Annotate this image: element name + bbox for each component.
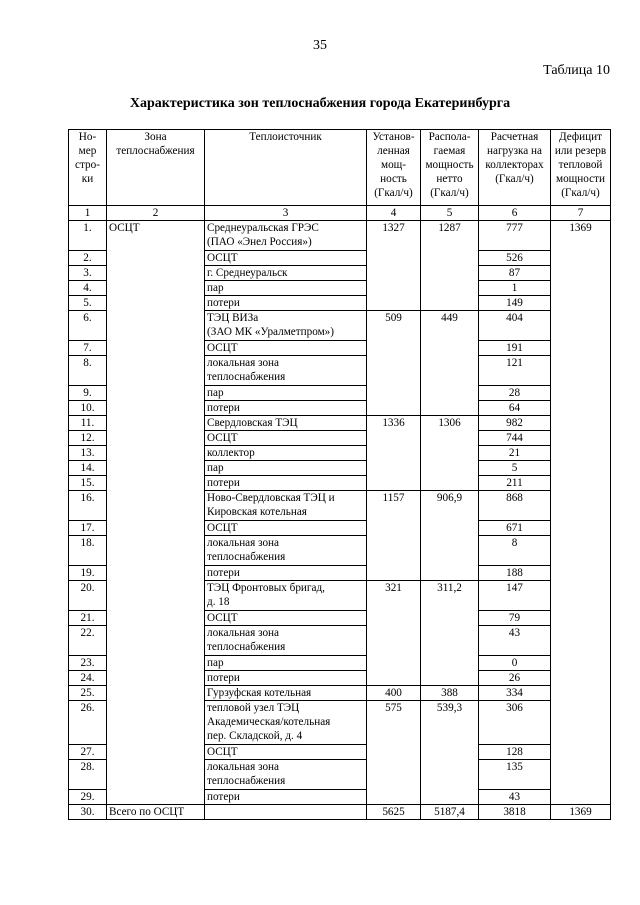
cell-line: Кировская котельная	[207, 506, 307, 518]
load-cell: 777	[479, 221, 551, 251]
load-cell: 188	[479, 566, 551, 581]
available-capacity-cell: 388	[421, 686, 479, 701]
cell-line: Дефицит	[559, 131, 602, 143]
row-number: 2.	[69, 251, 107, 266]
column-header	[421, 130, 479, 206]
load-cell: 147	[479, 581, 551, 611]
cell-line: Гурзуфская котельная	[207, 687, 312, 699]
cell-line: локальная зона	[207, 761, 279, 773]
source-cell	[205, 581, 367, 611]
installed-capacity-cell: 1157	[367, 491, 421, 581]
source-cell	[205, 745, 367, 760]
column-number: 1	[69, 206, 107, 221]
load-cell: 28	[479, 386, 551, 401]
source-cell	[205, 566, 367, 581]
cell-line: (Гкал/ч)	[430, 187, 469, 199]
table-row	[69, 221, 611, 251]
cell-line: д. 18	[207, 596, 230, 608]
load-cell: 671	[479, 521, 551, 536]
load-cell: 79	[479, 611, 551, 626]
source-cell	[205, 431, 367, 446]
installed-capacity-cell: 509	[367, 311, 421, 416]
table-header	[69, 130, 611, 221]
row-number: 19.	[69, 566, 107, 581]
total-deficit-cell: 1369	[551, 805, 611, 820]
cell-line: потери	[207, 567, 240, 579]
load-cell: 87	[479, 266, 551, 281]
table-label: Таблица 10	[543, 63, 610, 78]
available-capacity-cell: 906,9	[421, 491, 479, 581]
total-source-cell	[205, 805, 367, 820]
total-load-cell: 3818	[479, 805, 551, 820]
load-cell: 64	[479, 401, 551, 416]
cell-line: коллектор	[207, 447, 255, 459]
cell-line: ТЭЦ Фронтовых бригад,	[207, 582, 325, 594]
source-cell	[205, 626, 367, 656]
source-cell	[205, 251, 367, 266]
source-cell	[205, 386, 367, 401]
row-number: 21.	[69, 611, 107, 626]
cell-line: Расчетная	[490, 131, 539, 143]
row-number: 1.	[69, 221, 107, 251]
cell-line: теплоснабжения	[207, 371, 286, 383]
source-cell	[205, 446, 367, 461]
load-cell: 526	[479, 251, 551, 266]
document-title: Характеристика зон теплоснабжения города Екатеринбурга	[129, 96, 511, 111]
available-capacity-cell: 1306	[421, 416, 479, 491]
load-cell: 43	[479, 626, 551, 656]
cell-line: Установ-	[372, 131, 415, 143]
load-cell: 5	[479, 461, 551, 476]
cell-line: тепловой	[558, 159, 603, 171]
cell-line: Свердловская ТЭЦ	[207, 417, 298, 429]
row-number: 27.	[69, 745, 107, 760]
installed-capacity-cell: 575	[367, 701, 421, 805]
row-number: 17.	[69, 521, 107, 536]
source-cell	[205, 281, 367, 296]
available-capacity-cell: 1287	[421, 221, 479, 311]
source-cell	[205, 221, 367, 251]
cell-line: Академическая/котельная	[207, 716, 331, 728]
cell-line: ленная	[377, 145, 410, 157]
source-cell	[205, 611, 367, 626]
row-number: 16.	[69, 491, 107, 521]
cell-line: пар	[207, 387, 224, 399]
cell-line: теплоснабжения	[207, 551, 286, 563]
cell-line: пар	[207, 657, 224, 669]
column-header	[479, 130, 551, 206]
cell-line: ОСЦТ	[207, 612, 238, 624]
installed-capacity-cell: 321	[367, 581, 421, 686]
page-number: 35	[313, 38, 327, 53]
load-cell: 8	[479, 536, 551, 566]
source-cell	[205, 521, 367, 536]
source-cell	[205, 476, 367, 491]
load-cell: 121	[479, 356, 551, 386]
row-number: 29.	[69, 790, 107, 805]
available-capacity-cell: 449	[421, 311, 479, 416]
row-number: 12.	[69, 431, 107, 446]
row-number: 25.	[69, 686, 107, 701]
cell-line: мер	[78, 145, 97, 157]
total-available-cell: 5187,4	[421, 805, 479, 820]
cell-line: (ЗАО МК «Уралметпром»)	[207, 326, 334, 338]
cell-line: потери	[207, 791, 240, 803]
source-cell	[205, 701, 367, 745]
zone-cell: ОСЦТ	[107, 221, 205, 805]
cell-line: Но-	[78, 131, 97, 143]
total-zone-cell: Всего по ОСЦТ	[107, 805, 205, 820]
row-number: 24.	[69, 671, 107, 686]
cell-line: потери	[207, 402, 240, 414]
installed-capacity-cell: 400	[367, 686, 421, 701]
cell-line: (ПАО «Энел Россия»)	[207, 236, 312, 248]
load-cell: 404	[479, 311, 551, 341]
row-number: 7.	[69, 341, 107, 356]
cell-line: пар	[207, 462, 224, 474]
cell-line: локальная зона	[207, 357, 279, 369]
load-cell: 1	[479, 281, 551, 296]
source-cell	[205, 536, 367, 566]
cell-line: нетто	[436, 173, 463, 185]
cell-line: ОСЦТ	[207, 342, 238, 354]
cell-line: ОСЦТ	[207, 432, 238, 444]
load-cell: 135	[479, 760, 551, 790]
cell-line: потери	[207, 672, 240, 684]
source-cell	[205, 266, 367, 281]
column-number: 5	[421, 206, 479, 221]
available-capacity-cell: 539,3	[421, 701, 479, 805]
source-cell	[205, 401, 367, 416]
cell-line: пар	[207, 282, 224, 294]
column-header	[69, 130, 107, 206]
row-number: 8.	[69, 356, 107, 386]
load-cell: 211	[479, 476, 551, 491]
load-cell: 149	[479, 296, 551, 311]
source-cell	[205, 341, 367, 356]
row-number: 4.	[69, 281, 107, 296]
row-number: 22.	[69, 626, 107, 656]
cell-line: ки	[81, 173, 94, 185]
source-cell	[205, 296, 367, 311]
total-installed-cell: 5625	[367, 805, 421, 820]
heat-supply-table	[68, 129, 611, 820]
row-number: 3.	[69, 266, 107, 281]
cell-line: пер. Складской, д. 4	[207, 730, 303, 742]
cell-line: (Гкал/ч)	[374, 187, 413, 199]
row-number: 9.	[69, 386, 107, 401]
cell-line: ОСЦТ	[207, 522, 238, 534]
cell-line: нагрузка на	[487, 145, 542, 157]
load-cell: 128	[479, 745, 551, 760]
load-cell: 21	[479, 446, 551, 461]
source-cell	[205, 656, 367, 671]
row-number: 6.	[69, 311, 107, 341]
cell-line: г. Среднеуральск	[207, 267, 288, 279]
table-body	[69, 221, 611, 820]
cell-line: Теплоисточник	[249, 131, 322, 143]
cell-line: тепловой узел ТЭЦ	[207, 702, 300, 714]
load-cell: 26	[479, 671, 551, 686]
cell-line: потери	[207, 297, 240, 309]
column-header	[205, 130, 367, 206]
cell-line: ность	[380, 173, 407, 185]
column-number: 4	[367, 206, 421, 221]
source-cell	[205, 311, 367, 341]
load-cell: 744	[479, 431, 551, 446]
load-cell: 334	[479, 686, 551, 701]
load-cell: 43	[479, 790, 551, 805]
cell-line: ОСЦТ	[207, 252, 238, 264]
column-number: 6	[479, 206, 551, 221]
cell-line: ТЭЦ ВИЗа	[207, 312, 259, 324]
source-cell	[205, 356, 367, 386]
source-cell	[205, 671, 367, 686]
source-cell	[205, 760, 367, 790]
cell-line: потери	[207, 477, 240, 489]
row-number: 14.	[69, 461, 107, 476]
source-cell	[205, 790, 367, 805]
column-number: 3	[205, 206, 367, 221]
source-cell	[205, 491, 367, 521]
row-number: 18.	[69, 536, 107, 566]
load-cell: 868	[479, 491, 551, 521]
row-number: 23.	[69, 656, 107, 671]
available-capacity-cell: 311,2	[421, 581, 479, 686]
cell-line: мощ-	[380, 159, 406, 171]
cell-line: ОСЦТ	[207, 746, 238, 758]
source-cell	[205, 686, 367, 701]
cell-line: Распола-	[428, 131, 471, 143]
cell-line: локальная зона	[207, 537, 279, 549]
row-number: 20.	[69, 581, 107, 611]
row-number: 28.	[69, 760, 107, 790]
row-number: 26.	[69, 701, 107, 745]
installed-capacity-cell: 1327	[367, 221, 421, 311]
source-cell	[205, 416, 367, 431]
cell-line: гаемая	[433, 145, 466, 157]
cell-line: стро-	[75, 159, 100, 171]
row-number: 10.	[69, 401, 107, 416]
row-number: 11.	[69, 416, 107, 431]
load-cell: 191	[479, 341, 551, 356]
cell-line: теплоснабжения	[116, 145, 195, 157]
cell-line: или резерв	[554, 145, 607, 157]
cell-line: Зона	[144, 131, 167, 143]
load-cell: 982	[479, 416, 551, 431]
cell-line: теплоснабжения	[207, 775, 286, 787]
cell-line: мощность	[425, 159, 474, 171]
column-header	[367, 130, 421, 206]
cell-line: Среднеуральская ГРЭС	[207, 222, 319, 234]
deficit-cell: 1369	[551, 221, 611, 805]
cell-line: мощности	[556, 173, 605, 185]
row-number: 15.	[69, 476, 107, 491]
cell-line: Ново-Свердловская ТЭЦ и	[207, 492, 335, 504]
total-num-cell: 30.	[69, 805, 107, 820]
cell-line: локальная зона	[207, 627, 279, 639]
cell-line: теплоснабжения	[207, 641, 286, 653]
cell-line: (Гкал/ч)	[495, 173, 534, 185]
column-header	[107, 130, 205, 206]
row-number: 5.	[69, 296, 107, 311]
load-cell: 0	[479, 656, 551, 671]
column-number: 2	[107, 206, 205, 221]
cell-line: коллекторах	[485, 159, 544, 171]
total-row	[69, 805, 611, 820]
source-cell	[205, 461, 367, 476]
row-number: 13.	[69, 446, 107, 461]
column-header	[551, 130, 611, 206]
column-number: 7	[551, 206, 611, 221]
installed-capacity-cell: 1336	[367, 416, 421, 491]
cell-line: (Гкал/ч)	[561, 187, 600, 199]
load-cell: 306	[479, 701, 551, 745]
